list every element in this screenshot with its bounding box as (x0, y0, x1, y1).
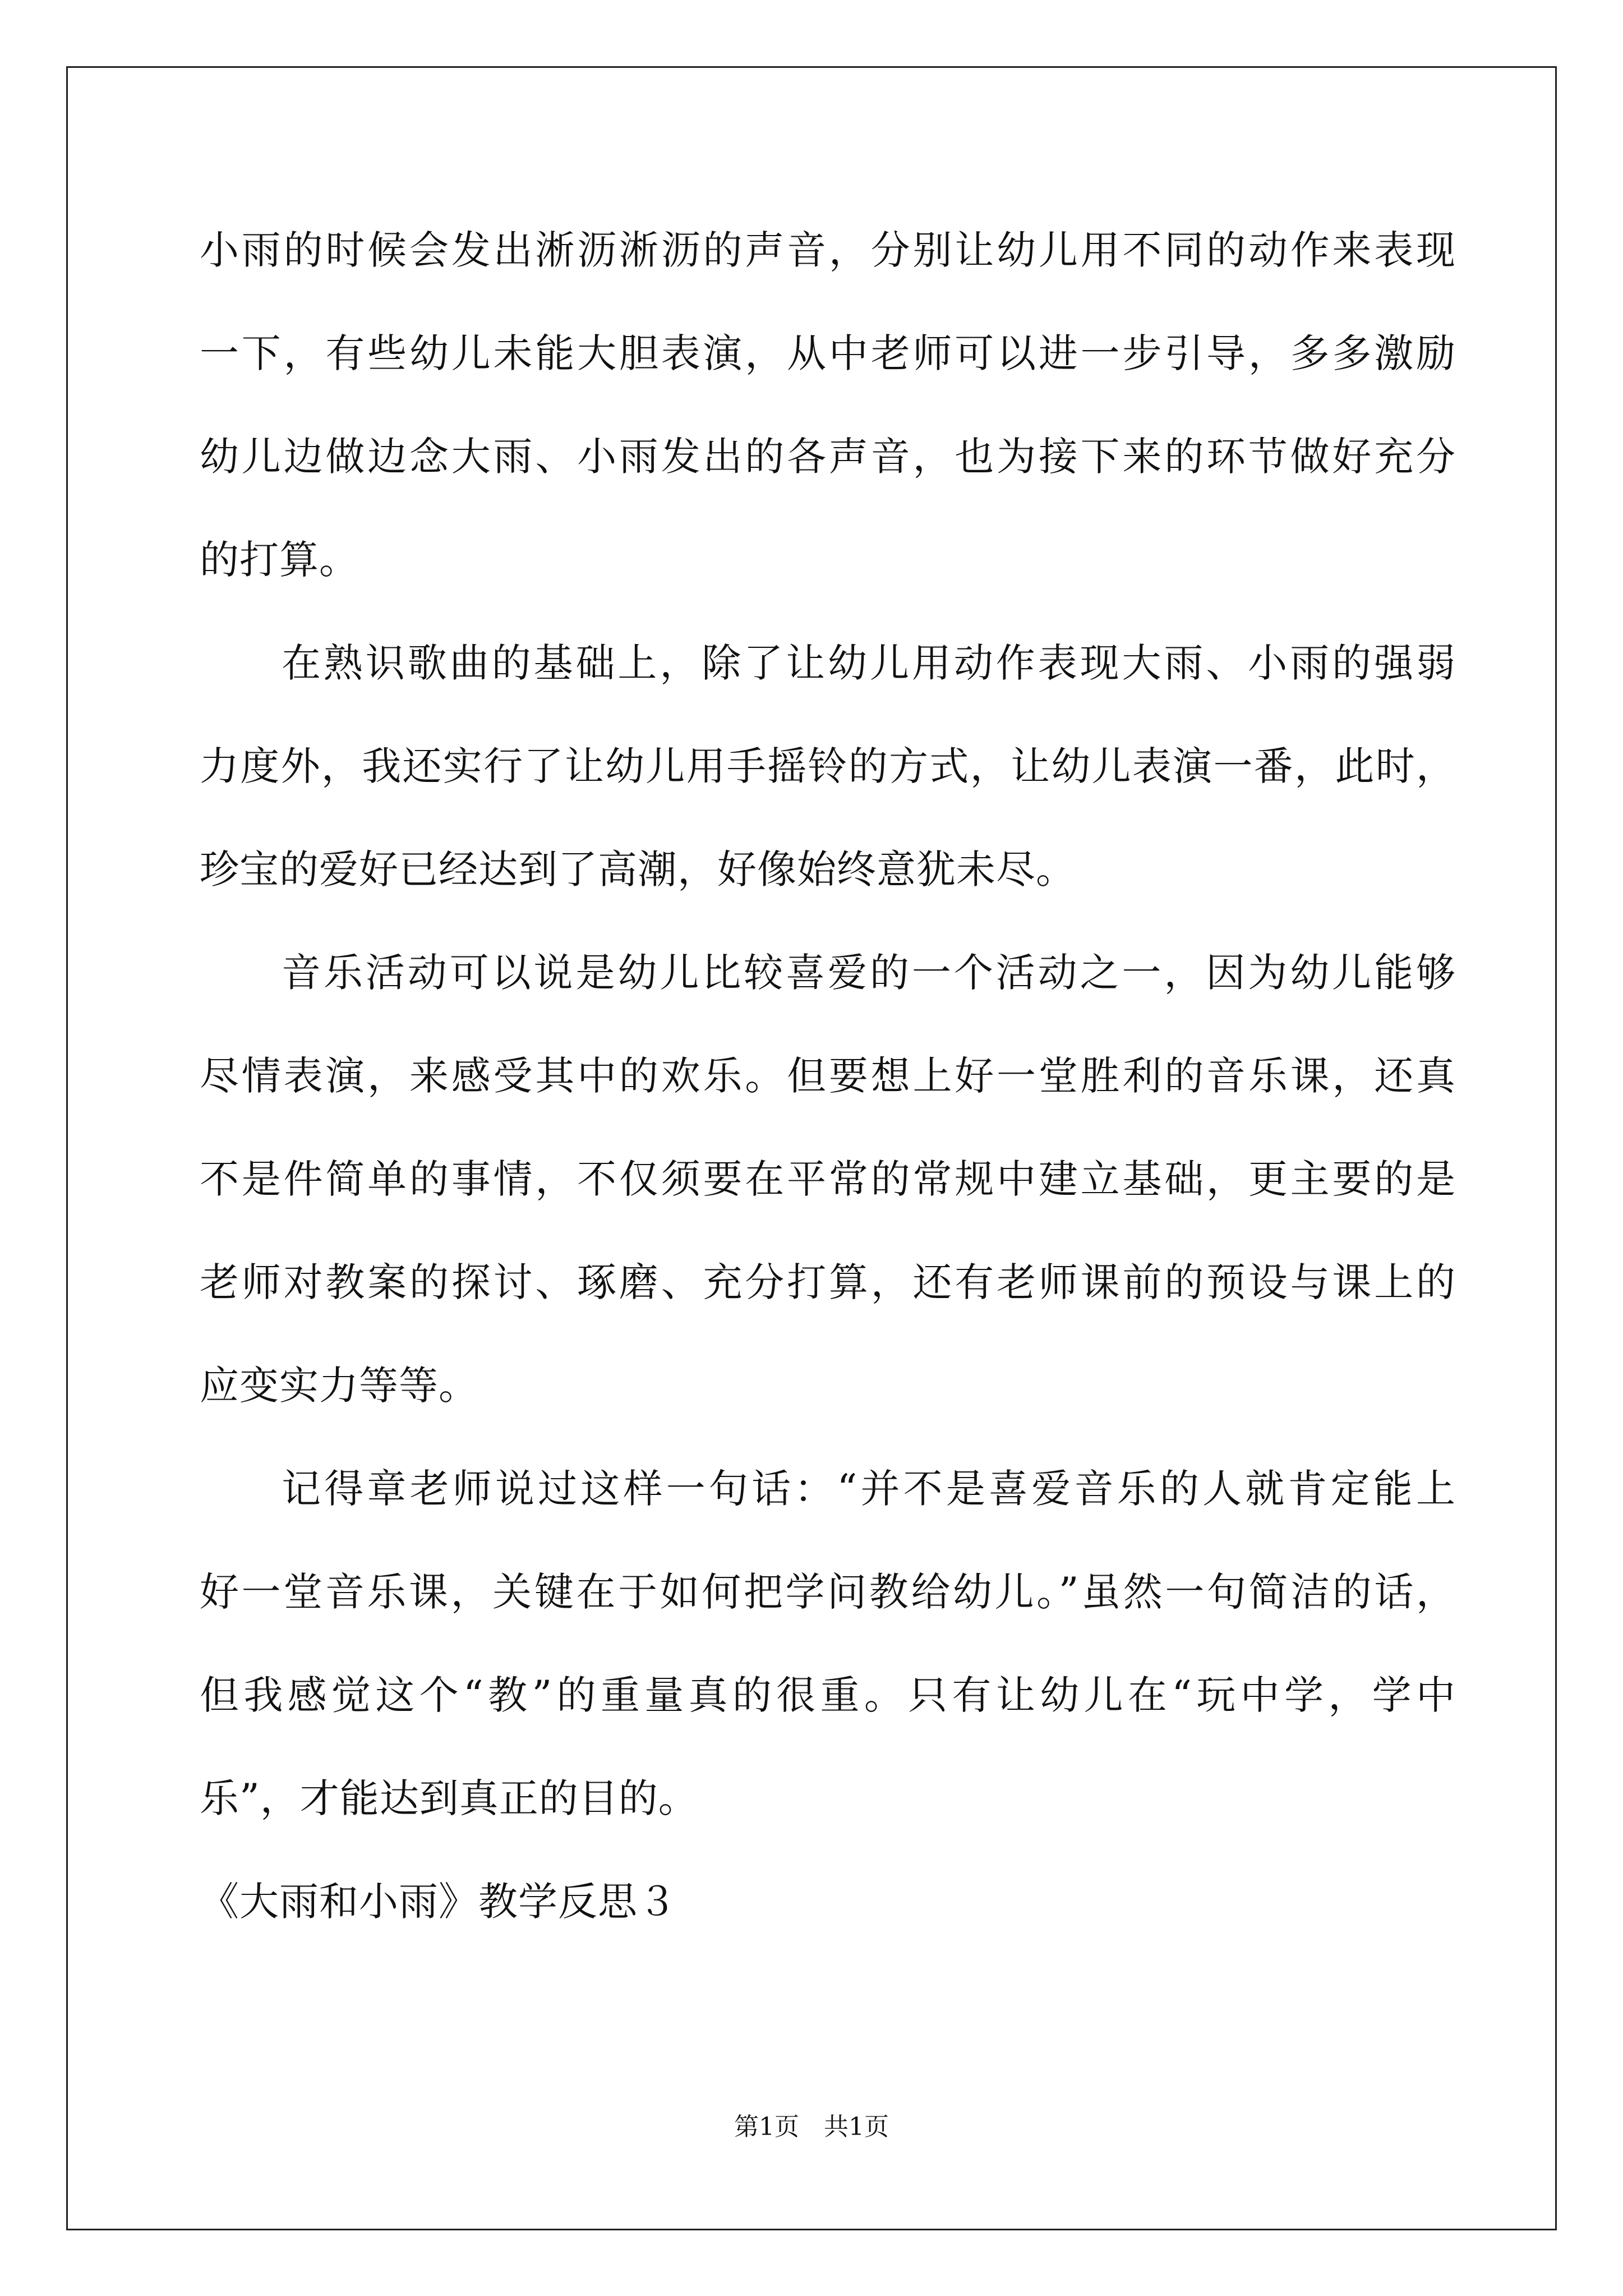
paragraph-line: 好一堂音乐课，关键在于如何把学问教给幼儿。”虽然一句简洁的话， (200, 1569, 1456, 1615)
paragraph-line: 在熟识歌曲的基础上，除了让幼儿用动作表现大雨、小雨的强弱 (282, 640, 1456, 686)
paragraph-line: 幼儿边做边念大雨、小雨发出的各声音，也为接下来的环节做好充分 (200, 434, 1456, 480)
paragraph-line: 应变实力等等。 (200, 1363, 478, 1409)
paragraph-line: 小雨的时候会发出淅沥淅沥的声音，分别让幼儿用不同的动作来表现 (200, 227, 1456, 273)
paragraph-line: 力度外，我还实行了让幼儿用手摇铃的方式，让幼儿表演一番，此时， (200, 743, 1456, 789)
paragraph-line: 一下，有些幼儿未能大胆表演，从中老师可以进一步引导，多多激励 (200, 330, 1456, 376)
page-number-footer: 第1页 共1页 (734, 2113, 889, 2141)
paragraph-line: 记得章老师说过这样一句话：“并不是喜爱音乐的人就肯定能上 (282, 1466, 1456, 1512)
paragraph-line: 但我感觉这个“教”的重量真的很重。只有让幼儿在“玩中学，学中 (200, 1672, 1456, 1718)
paragraph-line: 不是件简单的事情，不仅须要在平常的常规中建立基础，更主要的是 (200, 1156, 1456, 1202)
paragraph-line: 尽情表演，来感受其中的欢乐。但要想上好一堂胜利的音乐课，还真 (200, 1053, 1456, 1099)
paragraph-line: 珍宝的爱好已经达到了高潮，好像始终意犹未尽。 (200, 846, 1076, 892)
paragraph-line: 音乐活动可以说是幼儿比较喜爱的一个活动之一，因为幼儿能够 (282, 950, 1456, 996)
section-title: 《大雨和小雨》教学反思３ (200, 1879, 677, 1925)
paragraph-line: 老师对教案的探讨、琢磨、充分打算，还有老师课前的预设与课上的 (200, 1259, 1456, 1305)
paragraph-line: 的打算。 (200, 537, 359, 583)
paragraph-line: 乐”，才能达到真正的目的。 (200, 1775, 698, 1821)
